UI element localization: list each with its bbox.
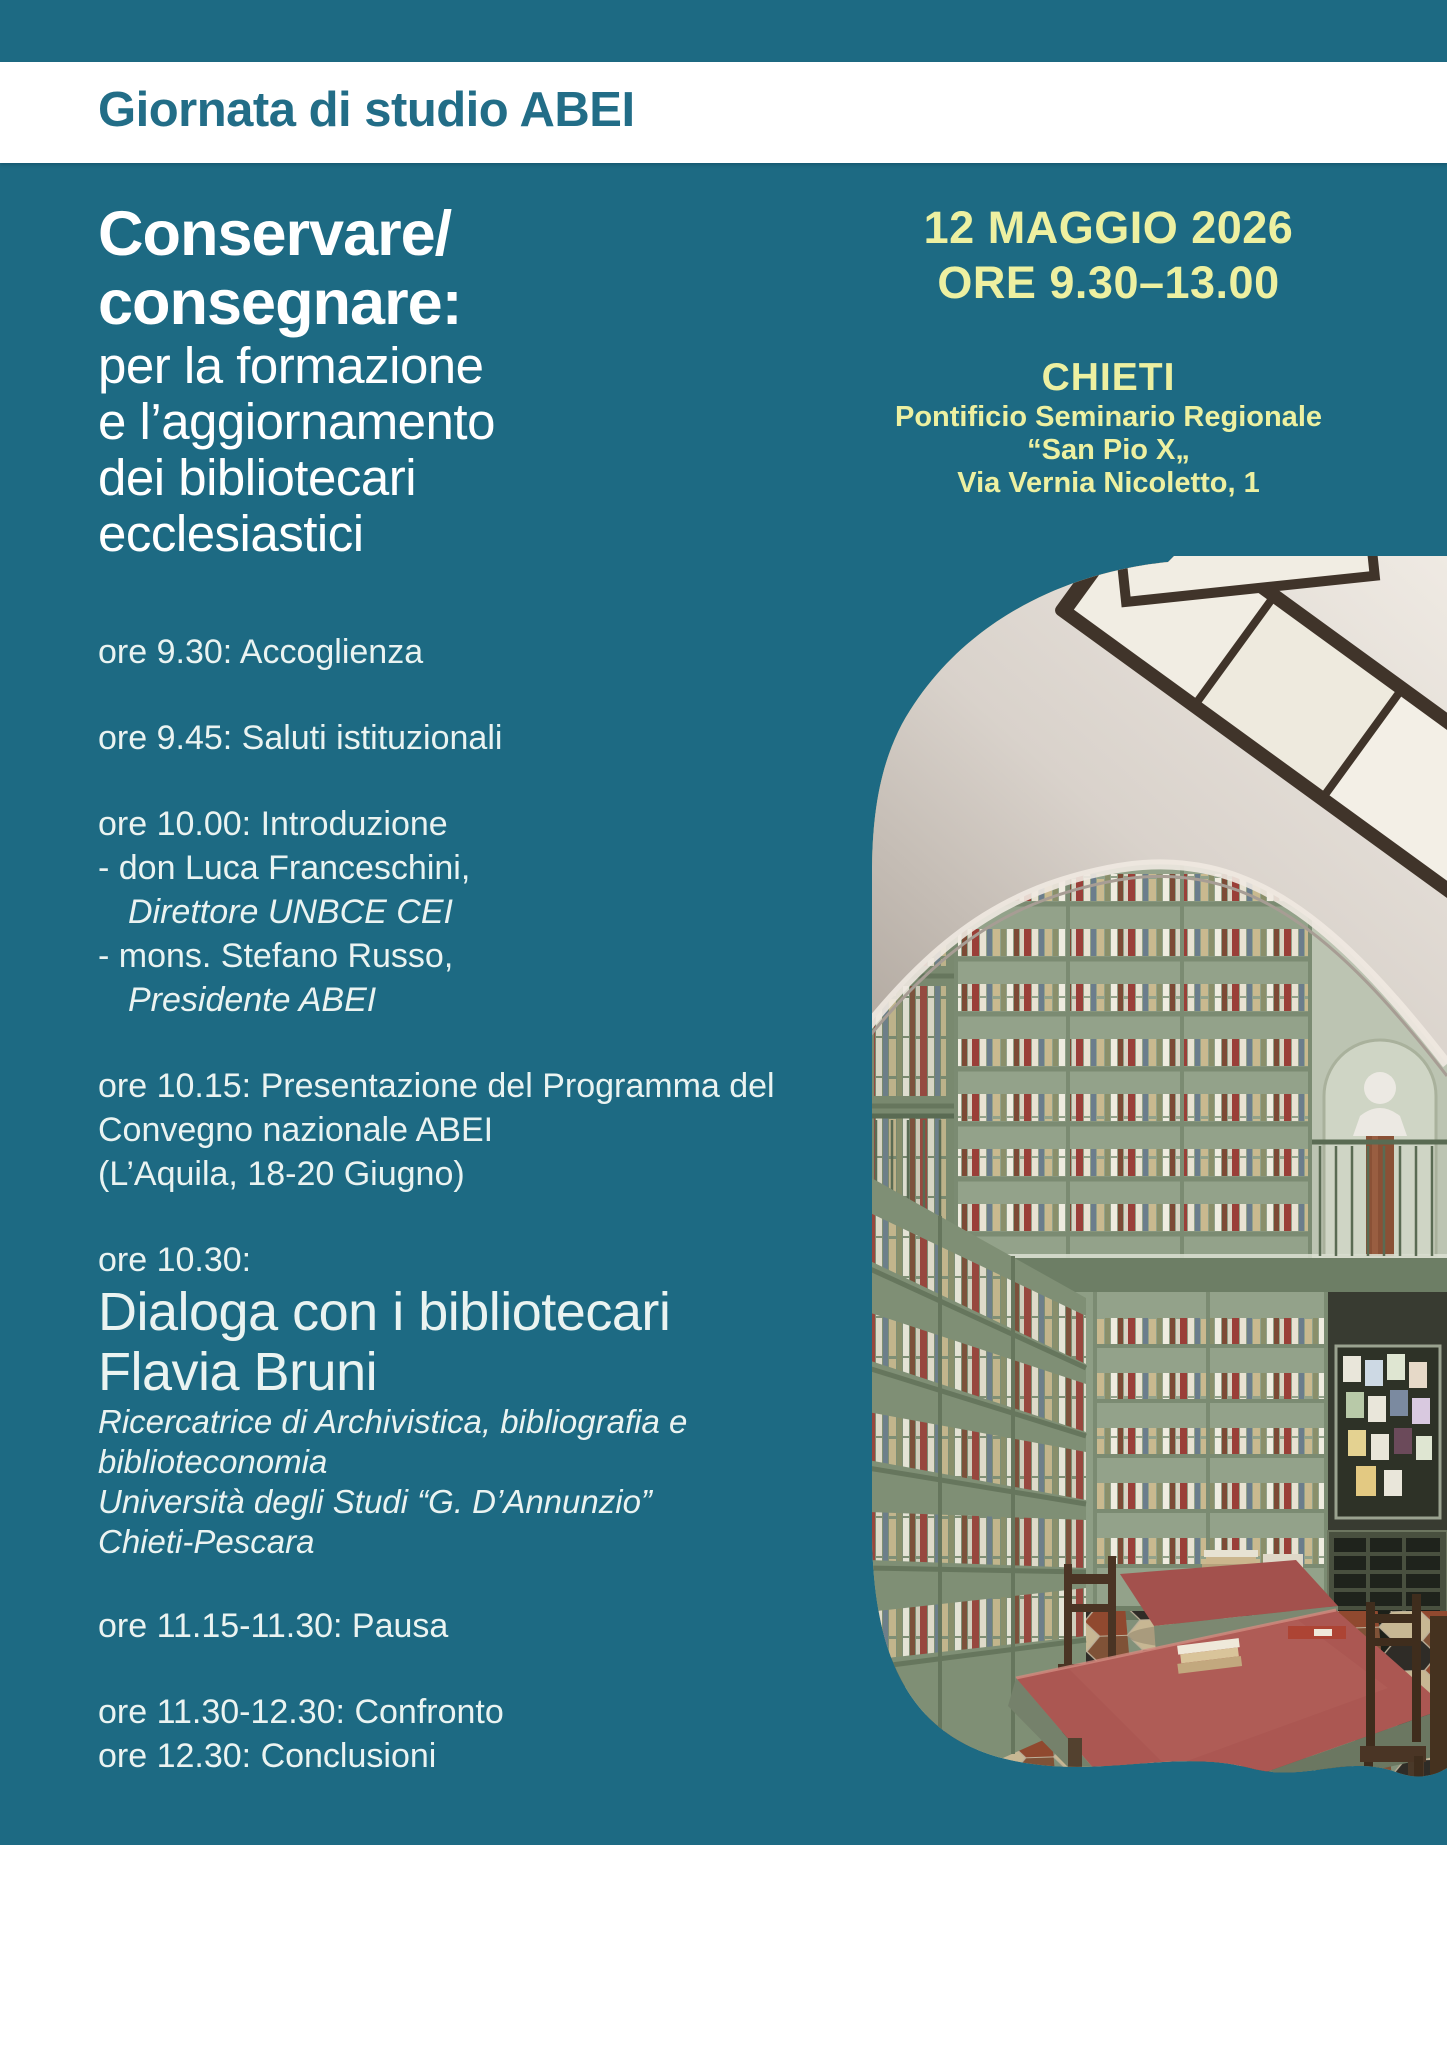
subtitle-line: ecclesiastici [98, 505, 364, 562]
schedule-line: ore 10.00: Introduzione [98, 805, 448, 843]
schedule-line: Flavia Bruni [98, 1342, 378, 1402]
schedule-block [98, 1604, 843, 1648]
banner-title: Giornata di studio ABEI [98, 83, 635, 137]
schedule-line: - don Luca Franceschini, [98, 849, 471, 887]
title-block [98, 200, 758, 562]
schedule-line: ore 10.30: [98, 1241, 252, 1279]
event-details [770, 200, 1447, 500]
schedule-line: ore 9.45: Saluti istituzionali [98, 719, 503, 757]
banner [0, 62, 1447, 163]
event-date: 12 MAGGIO 2026 [923, 202, 1294, 253]
schedule-block [98, 1064, 843, 1196]
subtitle-line: e l’aggiornamento [98, 393, 495, 450]
event-venue-line: Pontificio Seminario Regionale [894, 401, 1322, 433]
event-time: ORE 9.30–13.00 [937, 257, 1280, 308]
schedule-line: - mons. Stefano Russo, [98, 937, 454, 975]
schedule-line: ore 10.15: Presentazione del Programma del [98, 1067, 775, 1105]
schedule-line: ore 11.15-11.30: Pausa [98, 1607, 449, 1645]
event-city: CHIETI [1041, 356, 1176, 399]
schedule-line: Dialoga con i bibliotecari [98, 1282, 671, 1342]
schedule-line: biblioteconomia [98, 1443, 328, 1480]
schedule-line: Ricercatrice di Archivistica, bibliografia e [98, 1403, 688, 1440]
event-venue-line: Via Vernia Nicoletto, 1 [957, 467, 1260, 499]
schedule-block [98, 630, 843, 674]
schedule-line: Convegno nazionale ABEI [98, 1111, 494, 1149]
event-venue-line: “San Pio X„ [1027, 434, 1190, 466]
subtitle-line: per la formazione [98, 337, 484, 394]
footer-area [0, 1845, 1447, 2048]
schedule-line: ore 9.30: Accoglienza [98, 633, 424, 671]
schedule-block [98, 1238, 843, 1562]
library-photo-scene [868, 556, 1447, 1818]
title-line-2: consegnare: [98, 268, 462, 338]
schedule-line: ore 11.30-12.30: Confronto [98, 1693, 504, 1731]
schedule-block [98, 716, 843, 760]
library-photo [868, 556, 1447, 1818]
schedule-line: (L’Aquila, 18-20 Giugno) [98, 1155, 465, 1193]
schedule-line: Università degli Studi “G. D’Annunzio” [98, 1483, 652, 1520]
title-line-1: Conservare/ [98, 199, 452, 269]
subtitle-line: dei bibliotecari [98, 449, 417, 506]
schedule-list [98, 630, 843, 1820]
schedule-block [98, 802, 843, 1022]
schedule-block [98, 1690, 843, 1778]
schedule-line: Presidente ABEI [128, 981, 377, 1019]
schedule-line: Chieti-Pescara [98, 1523, 315, 1560]
schedule-line: ore 12.30: Conclusioni [98, 1737, 437, 1775]
schedule-line: Direttore UNBCE CEI [128, 893, 453, 931]
